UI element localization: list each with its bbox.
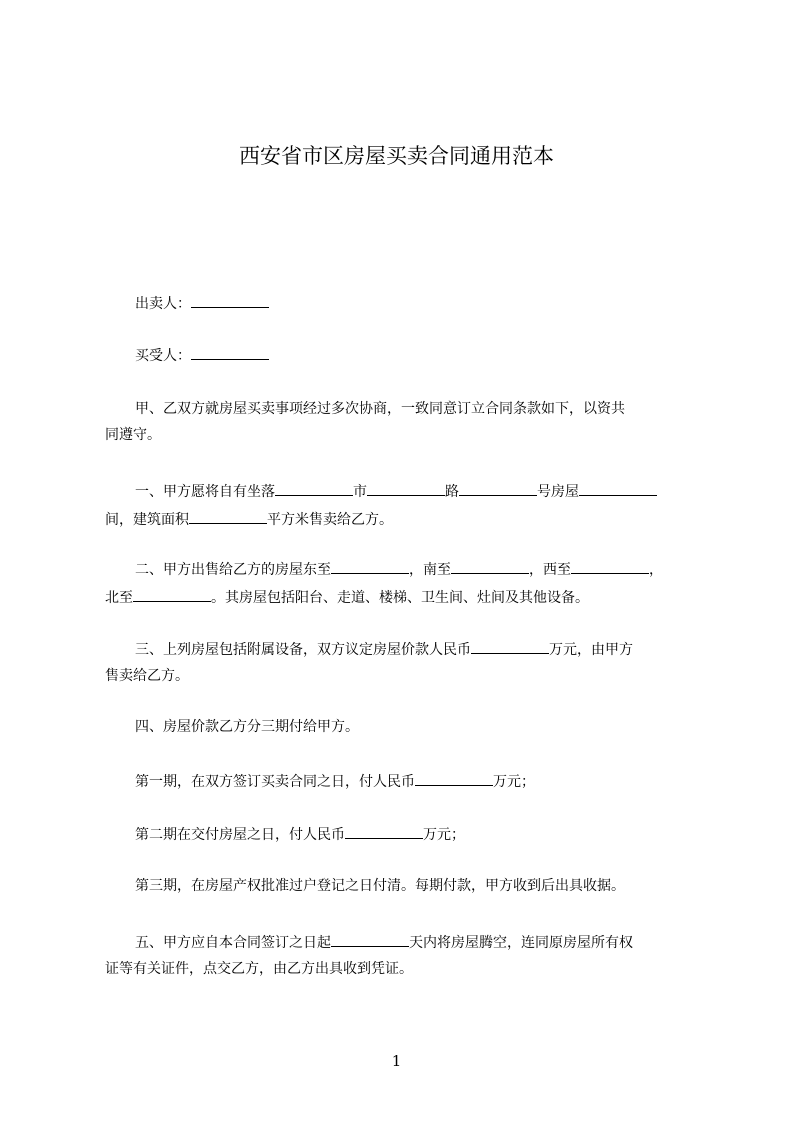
days-blank bbox=[331, 928, 409, 947]
clause-5-text-b: 天内将房屋腾空，连同原房屋所有权 bbox=[409, 935, 633, 951]
payment-phase-3 bbox=[105, 873, 705, 899]
clause-2-text-f: 。其房屋包括阳台、走道、楼梯、卫生间、灶间及其他设备。 bbox=[211, 590, 589, 606]
page-number: 1 bbox=[391, 1052, 402, 1070]
clause-2-text-e: 北至 bbox=[105, 590, 133, 606]
clause-1-text-e: 间，建筑面积 bbox=[105, 512, 189, 528]
clause-4-text: 四、房屋价款乙方分三期付给甲方。 bbox=[135, 719, 359, 735]
phase-1-text-b: 万元； bbox=[493, 774, 535, 790]
clause-1-text-b: 市 bbox=[353, 484, 367, 500]
clause-1-text-c: 路 bbox=[445, 484, 459, 500]
phase-1-amount-blank bbox=[415, 767, 493, 786]
location-blank bbox=[275, 477, 353, 496]
clause-1-text-f: 平方米售卖给乙方。 bbox=[267, 512, 393, 528]
area-blank bbox=[189, 505, 267, 524]
clause-2 bbox=[105, 555, 705, 611]
intro-line-1: 甲、乙双方就房屋买卖事项经过多次协商，一致同意订立合同条款如下，以资共 bbox=[135, 401, 625, 417]
clause-5-text-c: 证等有关证件，点交乙方，由乙方出具收到凭证。 bbox=[105, 961, 413, 977]
phase-2-amount-blank bbox=[345, 820, 423, 839]
road-blank bbox=[459, 477, 537, 496]
clause-2-text-b: ，南至 bbox=[409, 562, 451, 578]
seller-blank bbox=[191, 289, 269, 308]
buyer-blank bbox=[191, 341, 269, 360]
seller-line bbox=[105, 289, 705, 317]
phase-2-text-a: 第二期在交付房屋之日，付人民币 bbox=[135, 827, 345, 843]
seller-label: 出卖人： bbox=[135, 296, 191, 312]
clause-1-text-d: 号房屋 bbox=[537, 484, 579, 500]
clause-2-text-d: ， bbox=[649, 562, 663, 578]
city-blank bbox=[367, 477, 445, 496]
phase-1-text-a: 第一期，在双方签订买卖合同之日，付人民币 bbox=[135, 774, 415, 790]
clause-5-text-a: 五、甲方应自本合同签订之日起 bbox=[135, 935, 331, 951]
south-blank bbox=[451, 555, 529, 574]
phase-3-text: 第三期，在房屋产权批准过户登记之日付清。每期付款，甲方收到后出具收据。 bbox=[135, 878, 625, 894]
east-blank bbox=[331, 555, 409, 574]
house-number-blank bbox=[579, 477, 657, 496]
north-blank bbox=[133, 583, 211, 602]
price-blank bbox=[471, 635, 549, 654]
clause-2-text-c: ，西至 bbox=[529, 562, 571, 578]
payment-phase-2 bbox=[105, 820, 705, 848]
clause-2-text-a: 二、甲方出售给乙方的房屋东至 bbox=[135, 562, 331, 578]
buyer-label: 买受人： bbox=[135, 348, 191, 364]
clause-3-text-c: 售卖给乙方。 bbox=[105, 668, 189, 684]
intro-line-2: 同遵守。 bbox=[105, 427, 161, 443]
buyer-line bbox=[105, 341, 705, 369]
clause-3-text-b: 万元，由甲方 bbox=[549, 642, 633, 658]
document-title: 西安省市区房屋买卖合同通用范本 bbox=[239, 144, 554, 168]
clause-5 bbox=[105, 928, 705, 982]
intro-paragraph bbox=[105, 396, 705, 448]
payment-phase-1 bbox=[105, 767, 705, 795]
clause-3 bbox=[105, 635, 705, 689]
phase-2-text-b: 万元； bbox=[423, 827, 465, 843]
clause-4 bbox=[105, 714, 705, 740]
clause-3-text-a: 三、上列房屋包括附属设备，双方议定房屋价款人民币 bbox=[135, 642, 471, 658]
clause-1-text-a: 一、甲方愿将自有坐落 bbox=[135, 484, 275, 500]
west-blank bbox=[571, 555, 649, 574]
clause-1 bbox=[105, 477, 705, 533]
